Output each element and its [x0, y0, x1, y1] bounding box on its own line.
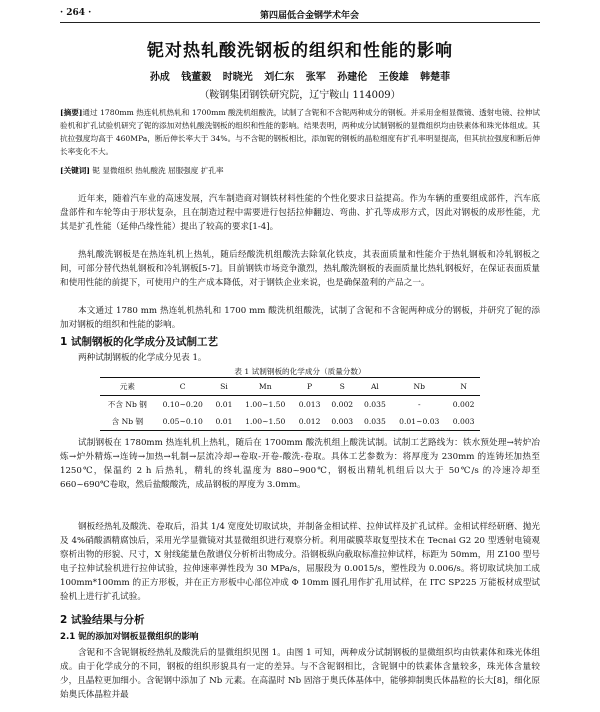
table-header-row: [100, 378, 480, 396]
column-header: P: [293, 378, 326, 396]
section-1-paragraph-2: 钢板经热轧及酸洗、卷取后，沿其 1/4 宽度处切取试块，并制备金相试样、拉伸试样及扩孔试样。金相试样经研磨、抛光及 4%硝酸酒精腐蚀后，采用光学显微镜对其显微组织进行观察分析。利用碳膜萃取复型技术在 Tecnai G2 20 型透射电镜观察析出物的形貌、尺寸，X 射线能量色散谱仪分析析出物成分。沿钢板纵向截取标准拉伸试样，标距为 50mm，用 Z100 型号电子拉伸试验机进行拉伸试验，拉伸速率弹性段为 30 MPa/s，屈服段为 0.0015/s，塑性段为 0.006/s。将切取试块加工成 100mm*100mm 的正方形板，并在正方形板中心部位冲成 Φ 10mm 圆孔用作扩孔用试样，在 ITC SP225 万能板材成型试验机上进行扩孔试验。: [60, 522, 540, 602]
column-header: Si: [211, 378, 238, 396]
table-row: [100, 413, 480, 431]
running-header: [60, 6, 540, 22]
table-1-caption: 表 1 试制钢板的化学成分（质量分数）: [234, 367, 366, 376]
column-header: N: [447, 378, 480, 396]
table-lead-text: 两种试制钢板的化学成分见表 1。: [78, 353, 207, 363]
table-cell: 0.10~0.20: [162, 400, 203, 409]
table-cell: 不含 Nb 钢: [107, 400, 147, 409]
table-cell: 0.002: [452, 400, 475, 409]
paper-title: 铌对热轧酸洗钢板的组织和性能的影响: [147, 41, 453, 61]
conference-name: 第四届低合金钢学术年会: [260, 11, 360, 21]
intro-paragraph-1: 近年来，随着汽车业的高速发展，汽车制造商对钢铁材料性能的个性化要求日益提高。作为车辆的重要组成部件，汽车底盘部件和车轮等由于形状复杂，且在制造过程中需要进行包括拉伸翻边、弯曲、扩孔等成形方式，因此对钢板的成形性能，尤其是扩孔性能（延伸凸缘性能）提出了较高的要求[1-4]。: [60, 194, 540, 232]
keywords-label: [关键词]: [60, 166, 90, 175]
section-2-heading: 2 试验结果与分析: [60, 614, 145, 626]
abstract-text: 通过 1780mm 热连轧机热轧和 1700mm 酸洗机组酸洗，试制了含铌和不含铌两种成分的钢板。并采用金相显微镜、透射电镜、拉伸试验机和扩孔试验机研究了铌的添加对热轧酸洗钢板的组织和性能的影响。结果表明，两种成分试制钢板的显微组织均由铁素体和珠光体组成。其抗拉强度均高于 460MPa，断后伸长率大于 34%。与不含铌的钢板相比，添加铌的钢板的晶粒细度有扩孔率明显提高，但其抗拉强度和断后伸长率变化不大。: [60, 108, 540, 156]
abstract-label: [摘要]: [60, 108, 83, 117]
column-header: Al: [359, 378, 392, 396]
chemical-composition-table: [100, 377, 480, 431]
affiliation: （鞍钢集团钢铁研究院，辽宁鞍山 114009）: [199, 90, 401, 101]
table-cell: 1.00~1.50: [237, 413, 293, 431]
table-cell: 0.05~0.10: [155, 413, 211, 431]
table-cell: 0.01: [215, 400, 233, 409]
column-header: Mn: [237, 378, 293, 396]
section-1-paragraph-1: 试制钢板在 1780mm 热连轧机上热轧，随后在 1700mm 酸洗机组上酸洗试制。试制工艺路线为：铁水预处理→转炉冶炼→炉外精炼→连铸→加热→轧制→层流冷却→卷取-开卷-酸洗-卷取。具体工艺参数为：将厚度为 230mm 的连铸坯加热至 1250℃，保温约 2 h 后热轧，精轧的终轧温度为 880~900℃，钢板出精轧机组后以大于 50℃/s 的冷速冷却至 660~690℃卷取，然后盐酸酸洗，成品钢板的厚度为 3.0mm。: [60, 438, 540, 490]
table-cell: 0.013: [298, 400, 321, 409]
section-1-heading: 1 试制钢板的化学成分及试制工艺: [60, 336, 218, 348]
table-cell: 含 Nb 钢: [100, 413, 155, 431]
author-list: 孙成 钱董毅 时晓光 刘仁东 张军 孙建伦 王俊雄 韩楚菲: [149, 72, 451, 83]
table-cell: 0.003: [326, 413, 359, 431]
column-header: 元素: [100, 378, 155, 396]
table-cell: 0.01: [211, 413, 238, 431]
table-cell: 0.035: [359, 413, 392, 431]
column-header: Nb: [391, 378, 447, 396]
intro-paragraph-3: 本文通过 1780 mm 热连轧机热轧和 1700 mm 酸洗机组酸洗，试制了含铌和不含铌两种成分的钢板，并研究了铌的添加对钢板的组织和性能的影响。: [60, 306, 540, 330]
header-rule: [60, 22, 540, 23]
table-cell: 1.00~1.50: [245, 400, 286, 409]
table-cell: 0.035: [364, 400, 386, 409]
keywords-text: 铌 显微组织 热轧酸洗 屈服强度 扩孔率: [92, 166, 224, 175]
page-number: · 264 ·: [60, 8, 92, 18]
section-2-1-heading: 2.1 铌的添加对钢板显微组织的影响: [60, 632, 199, 642]
table-cell: 0.002: [331, 400, 354, 409]
keywords: [60, 164, 540, 177]
column-header: C: [155, 378, 211, 396]
table-row: [100, 396, 480, 414]
table-cell: -: [417, 400, 421, 409]
column-header: S: [326, 378, 359, 396]
table-cell: 0.01~0.03: [391, 413, 447, 431]
table-cell: 0.003: [447, 413, 480, 431]
abstract: [60, 106, 540, 158]
intro-paragraph-2: 热轧酸洗钢板是在热连轧机上热轧，随后经酸洗机组酸洗去除氧化铁皮，其表面质量和性能介于热轧钢板和冷轧钢板之间，可部分替代热轧钢板和冷轧钢板[5-7]。目前钢铁市场竞争激烈，热轧酸洗钢板的表面质量比热轧钢板好，在保证表面质量和使用性能的前提下，可使用户的生产成本降低，对于钢铁企业来说，也是确保盈利的产品之一。: [60, 250, 540, 288]
table-cell: 0.012: [293, 413, 326, 431]
section-2-paragraph-1: 含铌和不含铌钢板经热轧及酸洗后的显微组织见图 1。由图 1 可知，两种成分试制钢板的显微组织均由铁素体和珠光体组成。由于化学成分的不同，钢板的组织形貌具有一定的差异。与不含铌钢相比，含铌钢中的铁素体含量较多，珠光体含量较少，且晶粒更加细小。含铌钢中添加了 Nb 元素。在高温时 Nb 固溶于奥氏体基体中，能够抑制奥氏体晶粒的长大[8]，细化原始奥氏体晶粒并最: [60, 648, 540, 700]
